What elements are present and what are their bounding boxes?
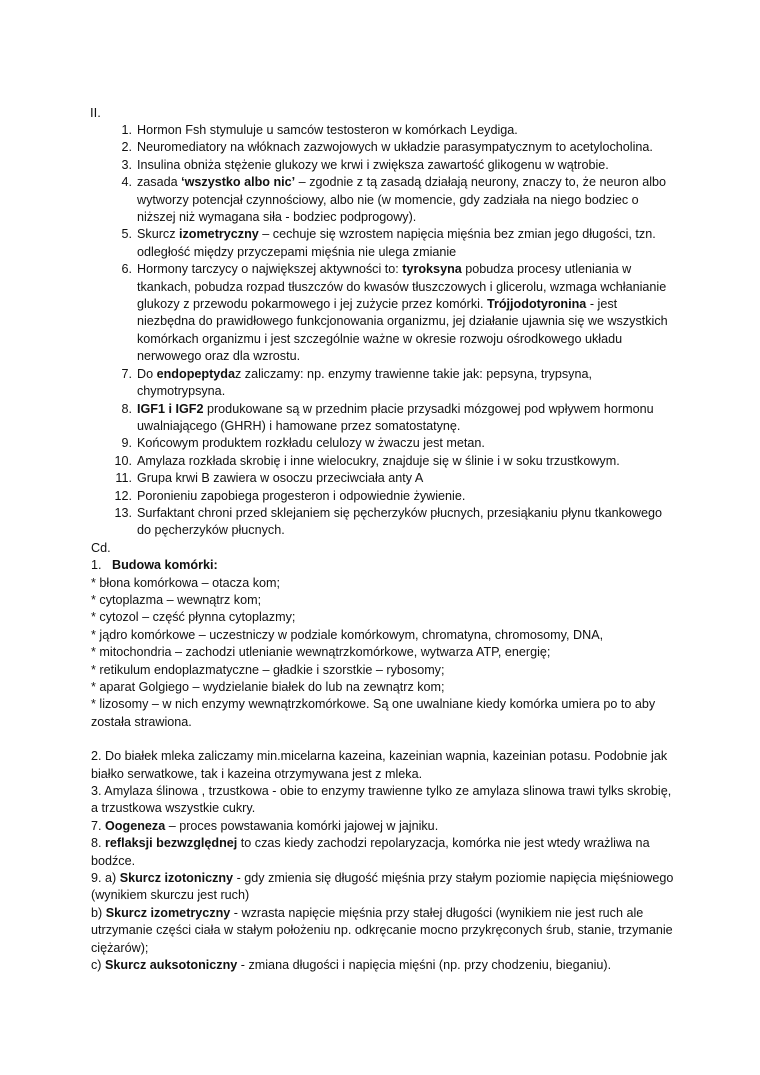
text-run: produkowane są w przednim płacie przysadki mózgowej pod wpływem hormonu uwalniającego (GHRH) i hamowane przez somatostatynę. (137, 401, 654, 433)
text-run: – cechuje się wzrostem napięcia mięśnia bez zmian jego długości, tzn. odległość między przyczepami mięśnia nie ulega zmianie (137, 227, 656, 259)
text-run: z zaliczamy: np. enzymy trawienne takie jak: pepsyna, trypsyna, chymotrypsyna. (137, 366, 592, 399)
list-item-number: 3. (121, 157, 132, 172)
numbered-list (114, 122, 674, 540)
paragraph (91, 905, 674, 957)
list-item (114, 401, 674, 436)
list-item (114, 488, 674, 505)
text-run: - zmiana długości i napięcia mięśni (np. przy chodzeniu, bieganiu). (237, 958, 612, 973)
paragraph (91, 835, 674, 870)
bold-text: Skurcz izometryczny (105, 905, 231, 920)
bold-text: Skurcz izotoniczny (119, 871, 234, 886)
text-run: Hormony tarczycy o największej aktywności to: (137, 262, 403, 277)
text-run: Surfaktant chroni przed sklejaniem się pęcherzyków płucnych, przesiąkaniu płynu tkankowego do pęcherzyków płucnych. (137, 505, 663, 538)
bullet-list (91, 575, 674, 732)
bullet-item: * retikulum endoplazmatyczne – gładkie i szorstkie – rybosomy; (91, 662, 445, 677)
list-item (114, 366, 674, 401)
bold-text: reflaksji bezwzględnej (105, 836, 238, 851)
list-item-number: 10. (114, 453, 132, 468)
text-run: 9. a) (91, 871, 120, 886)
list-item-number: 4. (121, 175, 132, 190)
section-label: II. (90, 105, 101, 120)
budowa-heading (91, 557, 674, 574)
budowa-number: 1. (91, 558, 102, 573)
bold-text: endopeptyda (156, 366, 235, 381)
paragraph (91, 748, 674, 783)
text-run: 8. (91, 836, 106, 851)
text-run: Hormon Fsh stymuluje u samców testosteron w komórkach Leydiga. (137, 123, 518, 137)
text-run: 2. Do białek mleka zaliczamy min.micelarna kazeina, kazeinian wapnia, kazeinian potasu. Podobnie jak białko serwatkowe, tak i kazeina otrzymywana jest z mleka. (91, 749, 668, 781)
text-run: - gdy zmienia się długość mięśnia przy stałym poziomie napięcia mięśniowego (wynikiem skurczu jest ruch) (91, 871, 674, 903)
list-item-number: 8. (121, 401, 132, 416)
bullet-item: * cytoplazma – wewnątrz kom; (91, 592, 262, 607)
text-run: – proces powstawania komórki jajowej w jajniku. (165, 818, 439, 833)
paragraph (91, 783, 674, 818)
text-run: c) (91, 958, 105, 973)
text-run: Insulina obniża stężenie glukozy we krwi i zwiększa zawartość glikogenu w wątrobie. (137, 157, 609, 172)
paragraph (91, 870, 674, 905)
bold-text: tyroksyna (402, 262, 462, 277)
list-item-number: 5. (121, 227, 132, 242)
text-run: - wzrasta napięcie mięśnia przy stałej długości (wynikiem nie jest ruch ale utrzymanie części ciała w stałym położeniu np. odkręcanie mocno przykręconych śrub, stanie, trzymanie ciężarów); (91, 905, 673, 955)
text-run: Grupa krwi B zawiera w osoczu przeciwciała anty A (137, 471, 424, 486)
list-item-number: 12. (114, 488, 132, 503)
list-item (114, 470, 674, 487)
text-run: Skurcz (137, 227, 179, 242)
bold-text: ‘wszystko albo nic’ (181, 175, 296, 190)
list-item-number: 11. (115, 471, 132, 486)
paragraph (91, 957, 674, 974)
document-body (91, 122, 674, 975)
list-item-number: 7. (121, 366, 132, 381)
bullet-item: * aparat Golgiego – wydzielanie białek do lub na zewnątrz kom; (91, 680, 445, 694)
list-item-number: 6. (121, 262, 132, 277)
bold-text: izometryczny (179, 227, 259, 242)
cd-label: Cd. (91, 540, 111, 555)
list-item-number: 2. (121, 140, 132, 155)
bold-text: Skurcz auksotoniczny (105, 958, 238, 973)
text-run: 7. (91, 818, 106, 833)
paragraph (91, 818, 674, 835)
bold-text: Trójjodotyronina (486, 297, 587, 312)
list-item-number: 13. (114, 505, 132, 520)
list-item-number: 1. (121, 123, 132, 137)
list-item (114, 174, 674, 226)
text-run: Neuromediatory na włóknach zazwojowych w układzie parasympatycznym to acetylocholina. (137, 140, 653, 155)
list-item-number: 9. (121, 436, 132, 451)
list-item (114, 505, 674, 540)
bold-text: IGF1 i IGF2 (137, 401, 204, 416)
budowa-title: Budowa komórki: (112, 558, 218, 573)
list-item (114, 122, 674, 139)
text-run: Do (137, 366, 157, 381)
spacer (114, 731, 674, 748)
text-run: Poronieniu zapobiega progesteron i odpowiednie żywienie. (137, 488, 466, 503)
bullet-item: * jądro komórkowe – uczestniczy w podziale komórkowym, chromatyna, chromosomy, DNA, (91, 627, 604, 642)
list-item (114, 226, 674, 261)
bullet-item: * lizosomy – w nich enzymy wewnątrzkomórkowe. Są one uwalniane kiedy komórka umiera po to aby została strawiona. (91, 697, 656, 729)
bullet-item: * cytozol – część płynna cytoplazmy; (91, 610, 296, 625)
bullet-item: * błona komórkowa – otacza kom; (91, 575, 280, 590)
text-run: Amylaza rozkłada skrobię i inne wielocukry, znajduje się w ślinie i w soku trzustkowym. (137, 453, 620, 468)
list-item (114, 261, 674, 365)
list-item (114, 157, 674, 174)
text-run: – zgodnie z tą zasadą działają neurony, znaczy to, że neuron albo wytworzy potencjał czynnościowy, albo nie (w momencie, gdy zadziała na niego bodziec o niższej niż wymagana siła - bodziec podprogowy). (137, 175, 667, 225)
bold-text: Oogeneza (105, 818, 166, 833)
text-run: b) (91, 905, 106, 920)
text-run: - jest niezbędna do prawidłowego funkcjonowania organizmu, jej działanie ujawnia się we wszystkich komórkach organizmu i jest szczególnie ważne w okresie rozwoju ośrodkowego układu nerwowego oraz dla wzrostu. (137, 297, 668, 364)
text-run: 3. Amylaza ślinowa , trzustkowa - obie to enzymy trawienne tylko ze amylaza slinowa trawi tylks skrobię, a trzustkowa wszystkie cukry. (91, 784, 672, 816)
list-item (114, 435, 674, 452)
text-run: to czas kiedy zachodzi repolaryzacja, komórka nie jest wtedy wrażliwa na bodźce. (91, 836, 650, 868)
paragraph-list (91, 748, 674, 974)
text-run: pobudza procesy utleniania w tkankach, pobudza rozpad tłuszczów do kwasów tłuszczowych i glicerolu, wzmaga wchłanianie glukozy z przewodu pokarmowego i jej zużycie przez komórki. (137, 262, 667, 312)
list-item (114, 453, 674, 470)
text-run: Końcowym produktem rozkładu celulozy w żwaczu jest metan. (137, 436, 485, 451)
text-run: zasada (137, 175, 182, 190)
list-item (114, 139, 674, 156)
bullet-item: * mitochondria – zachodzi utlenianie wewnątrzkomórkowe, wytwarza ATP, energię; (91, 645, 551, 660)
